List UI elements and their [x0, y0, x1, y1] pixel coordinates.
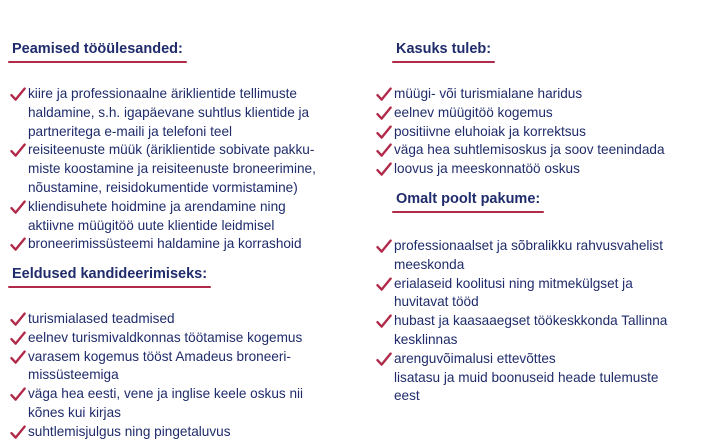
list-item [10, 235, 372, 254]
list-item [376, 104, 706, 123]
offer-list [376, 237, 706, 406]
list-item-text: hubast ja kaasaaegset töökeskkonda Tallinna kesklinnas [394, 313, 668, 347]
checkmark-icon [10, 425, 26, 440]
list-item [10, 141, 372, 197]
checkmark-icon [10, 331, 26, 346]
list-item [376, 160, 706, 179]
list-item-text: broneerimissüsteemi haldamine ja korrashoid [28, 236, 302, 252]
checkmark-icon [376, 162, 392, 177]
list-item-text: erialaseid koolitusi ning mitmekülgset ja huvitavat tööd [394, 275, 633, 310]
list-item [10, 348, 372, 386]
checkmark-icon [10, 237, 26, 252]
checkmark-icon [376, 352, 392, 367]
main-tasks-heading [12, 41, 183, 63]
checkmark-icon [10, 312, 26, 327]
list-item [376, 275, 706, 313]
checkmark-icon [376, 314, 392, 329]
list-item [376, 141, 706, 160]
list-item-text: reisiteenuste müük (äriklientide sobivate pakku- miste koostamine ja reisiteenuste broneerimine, nõustamine, reisidokumentide vormistamine) [28, 142, 316, 195]
list-item-text: müügi- või turismialane haridus [394, 86, 583, 101]
main-tasks-section [12, 40, 372, 254]
heading-underline [8, 286, 211, 288]
list-item [376, 312, 706, 350]
list-item-text: väga hea eesti, vene ja inglise keele oskus nii kõnes kui kirjas [28, 386, 304, 420]
main-tasks-heading-text: Peamised tööülesanded: [12, 41, 183, 57]
list-item [10, 385, 372, 423]
heading-underline [8, 61, 187, 63]
list-item-text: suhtlemisjulgus ning pingetaluvus [28, 423, 231, 439]
checkmark-icon [10, 350, 26, 365]
list-item [376, 237, 706, 275]
list-item [376, 350, 706, 406]
list-item [376, 123, 706, 142]
list-item [10, 198, 372, 236]
list-item-text: turismialased teadmised [28, 311, 175, 326]
list-item-text: varasem kogemus tööst Amadeus broneeri- missüsteemiga [28, 348, 291, 383]
requirements-list [10, 310, 372, 442]
list-item-text: kliendisuhete hoidmine ja arendamine ning aktiivne müügitöö uute klientide leidmisel [28, 198, 286, 233]
list-item [10, 85, 372, 141]
list-item-text: professionaalset ja sõbralikku rahvusvahelist meeskonda [394, 238, 663, 272]
list-item-text: arenguvõimalusi ettevõttes lisatasu ja muid boonuseid heade tulemuste eest [394, 350, 659, 404]
list-item-text: positiivne eluhoiak ja korrektsus [394, 123, 586, 139]
advantages-heading [396, 41, 491, 63]
list-item [10, 423, 372, 442]
checkmark-icon [376, 239, 392, 254]
offer-section [376, 190, 706, 406]
checkmark-icon [376, 87, 392, 102]
list-item-text: eelnev müügitöö kogemus [394, 104, 553, 120]
advantages-heading-text: Kasuks tuleb: [396, 41, 492, 57]
requirements-section [12, 265, 372, 442]
list-item-text: eelnev turismivaldkonnas töötamise kogemus [28, 329, 303, 345]
offer-heading-text: Omalt poolt pakume: [396, 191, 541, 207]
list-item [10, 310, 372, 329]
list-item [376, 85, 706, 104]
checkmark-icon [10, 143, 26, 158]
list-item [10, 329, 372, 348]
checkmark-icon [376, 143, 392, 158]
requirements-heading-text: Eeldused kandideerimiseks: [12, 266, 208, 282]
checkmark-icon [10, 87, 26, 102]
offer-heading [396, 191, 540, 213]
list-item-text: väga hea suhtlemisoskus ja soov teenindada [394, 142, 665, 158]
advantages-list [376, 85, 706, 179]
list-item-text: kiire ja professionaalne äriklientide tellimuste haldamine, s.h. igapäevane suhtlus klientide ja partneritega e-maili ja telefoni teel [28, 86, 310, 139]
checkmark-icon [376, 106, 392, 121]
advantages-section [376, 40, 706, 179]
checkmark-icon [10, 200, 26, 215]
checkmark-icon [10, 387, 26, 402]
heading-underline [392, 61, 495, 63]
requirements-heading [12, 266, 207, 288]
list-item-text: loovus ja meeskonnatöö oskus [394, 161, 580, 177]
main-tasks-list [10, 85, 372, 254]
checkmark-icon [376, 125, 392, 140]
heading-underline [392, 211, 544, 213]
checkmark-icon [376, 277, 392, 292]
